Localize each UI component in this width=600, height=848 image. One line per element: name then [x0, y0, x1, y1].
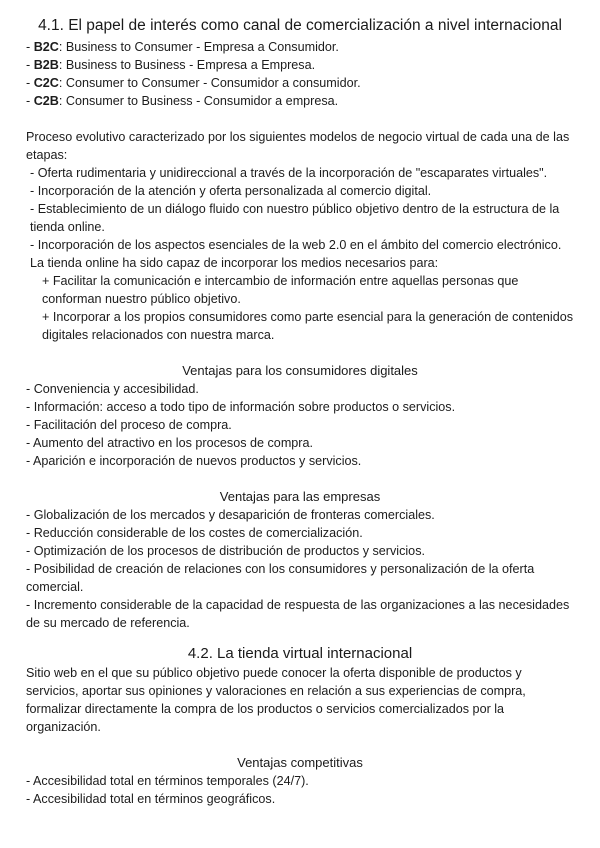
consumers-heading: Ventajas para los consumidores digitales [182, 363, 418, 378]
model-code: B2C [33, 40, 59, 54]
competitive-heading: Ventajas competitivas [237, 755, 363, 770]
model-text: : Business to Consumer - Empresa a Consumidor. [58, 40, 339, 54]
list-item: - Globalización de los mercados y desaparición de fronteras comerciales. [26, 508, 435, 522]
list-item: - Conveniencia y accesibilidad. [26, 382, 199, 396]
list-item: - Aumento del atractivo en los procesos de compra. [26, 436, 314, 450]
list-item: + Incorporar a los propios consumidores como parte esencial para la generación de contenidos digitales relacionados con nuestra marca. [42, 310, 573, 342]
list-item: - Establecimiento de un diálogo fluido con nuestro público objetivo dentro de la estructura de la tienda online. [30, 202, 560, 234]
business-model-list [26, 38, 574, 110]
list-item: - Accesibilidad total en términos temporales (24/7). [26, 774, 309, 788]
evolution-intro: Proceso evolutivo caracterizado por los siguientes modelos de negocio virtual de cada una de las etapas: [26, 130, 570, 162]
list-item: - Facilitación del proceso de compra. [26, 418, 232, 432]
list-item: - Aparición e incorporación de nuevos productos y servicios. [26, 454, 362, 468]
section-1-title: 4.1. El papel de interés como canal de comercialización a nivel internacional [38, 17, 562, 34]
list-item: - Incorporación de la atención y oferta personalizada al comercio digital. [30, 184, 432, 198]
model-code: C2B [33, 94, 59, 108]
list-item: - Incremento considerable de la capacidad de respuesta de las organizaciones a las necesidades de su mercado de referencia. [26, 598, 570, 630]
model-text: : Consumer to Business - Consumidor a empresa. [58, 94, 339, 108]
list-item: - Posibilidad de creación de relaciones con los consumidores y personalización de la oferta comercial. [26, 562, 535, 594]
model-text: : Consumer to Consumer - Consumidor a consumidor. [58, 76, 361, 90]
companies-heading: Ventajas para las empresas [219, 489, 381, 504]
list-item: - Accesibilidad total en términos geográficos. [26, 792, 276, 806]
model-code: B2B [33, 58, 59, 72]
list-item: - Información: acceso a todo tipo de información sobre productos o servicios. [26, 400, 456, 414]
list-item: - Oferta rudimentaria y unidireccional a través de la incorporación de "escaparates virtuales". [30, 166, 548, 180]
list-item: - Optimización de los procesos de distribución de productos y servicios. [26, 544, 425, 558]
list-item: - C2C: Consumer to Consumer - Consumidor a consumidor. [26, 76, 361, 90]
list-item: - C2B: Consumer to Business - Consumidor a empresa. [26, 94, 339, 108]
list-item: - B2B: Business to Business - Empresa a Empresa. [26, 58, 316, 72]
list-item: - B2C: Business to Consumer - Empresa a Consumidor. [26, 40, 339, 54]
model-code: C2C [33, 76, 59, 90]
list-item: - Reducción considerable de los costes de comercialización. [26, 526, 363, 540]
list-item: + Facilitar la comunicación e intercambio de información entre aquellas personas que conforman nuestro público objetivo. [42, 274, 519, 306]
list-item: - Incorporación de los aspectos esenciales de la web 2.0 en el ámbito del comercio electrónico. La tienda online ha sido capaz de incorporar los medios necesarios para: [30, 238, 562, 270]
section-2-title: 4.2. La tienda virtual internacional [187, 645, 413, 662]
virtual-store-description: Sitio web en el que su público objetivo puede conocer la oferta disponible de productos y servicios, aportar sus opiniones y valoraciones en relación a sus experiencias de compra, formalizar directamente la compra de los productos o servicios comercializados por la organización. [26, 666, 526, 734]
model-text: : Business to Business - Empresa a Empresa. [58, 58, 316, 72]
